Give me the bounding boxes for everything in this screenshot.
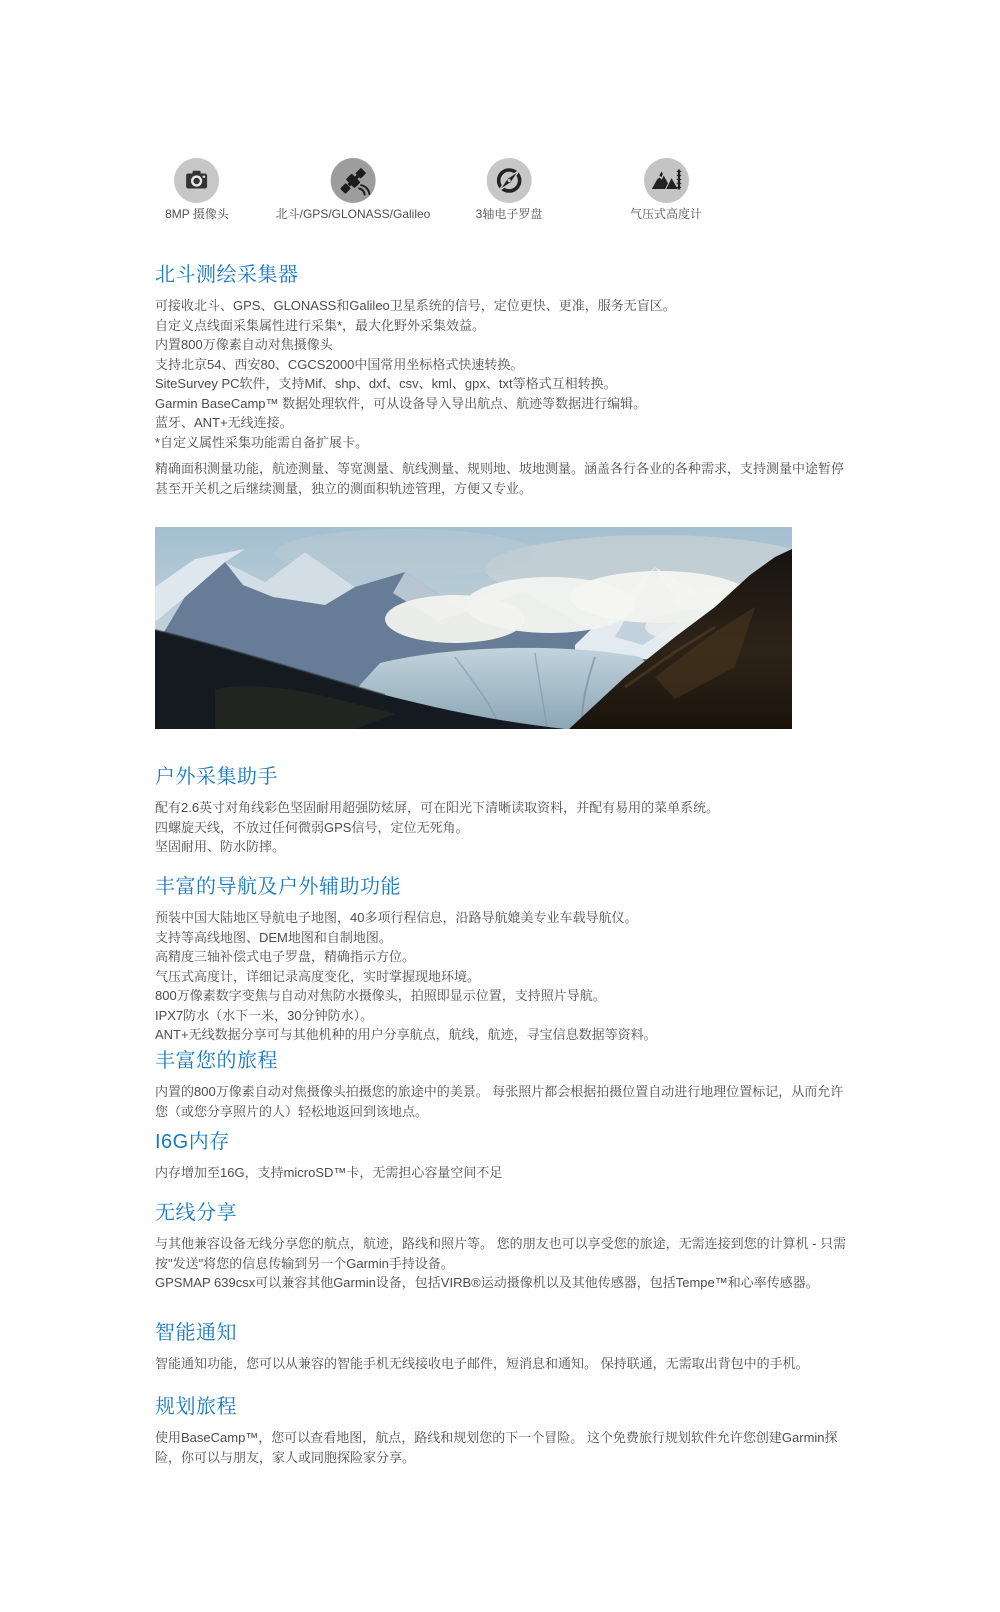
feature-label: 气压式高度计 xyxy=(629,207,703,221)
section-paragraph: 智能通知功能，您可以从兼容的智能手机无线接收电子邮件，短消息和通知。 保持联通，无需取出背包中的手机。 xyxy=(155,1356,809,1371)
section-text-line: Garmin BaseCamp™ 数据处理软件，可从设备导入导出航点、航迹等数据进行编辑。 xyxy=(155,395,647,411)
section-heading: 丰富您的旅程 xyxy=(155,1050,278,1072)
section-paragraph: 与其他兼容设备无线分享您的航点，航迹，路线和照片等。 您的朋友也可以享受您的旅途，无需连接到您的计算机 - 只需按"发送"将您的信息传输到另一个Garmin手持设备。 xyxy=(155,1236,847,1271)
glacier-landscape-illustration xyxy=(155,527,792,729)
section-text-line: 内置800万像素自动对焦摄像头 xyxy=(155,337,333,352)
section-enrich-journey xyxy=(155,1048,847,1121)
altimeter-icon xyxy=(643,158,688,203)
section-heading: 智能通知 xyxy=(155,1322,237,1344)
section-paragraph: 内存增加至16G，支持microSD™卡，无需担心容量空间不足 xyxy=(155,1165,503,1180)
section-memory xyxy=(155,1129,847,1183)
feature-camera xyxy=(165,158,229,221)
section-heading: 无线分享 xyxy=(155,1202,237,1224)
section-text-line: 坚固耐用、防水防摔。 xyxy=(155,839,286,854)
compass-icon xyxy=(487,158,532,203)
section-text-line: 可接收北斗、GPS、GLONASS和Galileo卫星系统的信号，定位更快、更准，服务无盲区。 xyxy=(155,298,676,313)
section-smart-notifications xyxy=(155,1320,847,1374)
feature-label: 3轴电子罗盘 xyxy=(475,207,543,221)
section-heading: 户外采集助手 xyxy=(155,766,278,788)
feature-label: 8MP 摄像头 xyxy=(165,207,229,221)
section-text-line: 高精度三轴补偿式电子罗盘，精确指示方位。 xyxy=(155,949,416,964)
satellite-icon xyxy=(331,158,376,203)
section-text-line: *自定义属性采集功能需自备扩展卡。 xyxy=(155,434,369,450)
section-text-line: SiteSurvey PC软件，支持Mif、shp、dxf、csv、kml、gpx、txt等格式互相转换。 xyxy=(155,376,617,391)
feature-satellite xyxy=(276,158,431,221)
section-paragraph: 精确面积测量功能，航迹测量、等宽测量、航线测量、规则地、坡地测量。涵盖各行各业的各种需求，支持测量中途暂停甚至开关机之后继续测量，独立的测面积轨迹管理，方便又专业。 xyxy=(155,461,845,496)
section-area-measurement xyxy=(155,459,847,498)
section-beidou-collector xyxy=(155,262,847,452)
feature-label: 北斗/GPS/GLONASS/Galileo xyxy=(275,207,431,221)
section-paragraph: 使用BaseCamp™，您可以查看地图，航点，路线和规划您的下一个冒险。 这个免费旅行规划软件允许您创建Garmin探险，你可以与朋友，家人或同胞探险家分享。 xyxy=(155,1430,838,1465)
section-text-line: 支持等高线地图、DEM地图和自制地图。 xyxy=(155,929,392,945)
section-paragraph: GPSMAP 639csx可以兼容其他Garmin设备，包括VIRB®运动摄像机以及其他传感器，包括Tempe™和心率传感器。 xyxy=(155,1275,819,1290)
section-paragraph: 内置的800万像素自动对焦摄像头拍摄您的旅途中的美景。 每张照片都会根据拍摄位置自动进行地理位置标记，从而允许您（或您分享照片的人）轻松地返回到该地点。 xyxy=(155,1084,844,1119)
camera-icon xyxy=(174,158,219,203)
feature-icons-row xyxy=(155,158,847,228)
feature-altimeter xyxy=(630,158,702,221)
section-wireless-share xyxy=(155,1200,847,1293)
section-text-line: IPX7防水（水下一米，30分钟防水）。 xyxy=(155,1007,374,1023)
section-text-line: 气压式高度计，详细记录高度变化，实时掌握现地环境。 xyxy=(155,968,481,984)
section-text-line: 四螺旋天线，不放过任何微弱GPS信号，定位无死角。 xyxy=(155,819,469,835)
section-heading: I6G内存 xyxy=(155,1131,230,1153)
section-text-line: 800万像素数字变焦与自动对焦防水摄像头，拍照即显示位置，支持照片导航。 xyxy=(155,988,606,1003)
section-outdoor-assistant xyxy=(155,764,847,857)
section-text-line: 蓝牙、ANT+无线连接。 xyxy=(155,415,293,430)
section-text-line: 支持北京54、西安80、CGCS2000中国常用坐标格式快速转换。 xyxy=(155,356,524,372)
section-text-line: 配有2.6英寸对角线彩色坚固耐用超强防炫屏，可在阳光下清晰读取资料，并配有易用的菜单系统。 xyxy=(155,800,720,815)
section-heading: 规划旅程 xyxy=(155,1396,237,1418)
section-text-line: ANT+无线数据分享可与其他机种的用户分享航点，航线，航迹，寻宝信息数据等资料。 xyxy=(155,1027,657,1042)
section-text-line: 自定义点线面采集属性进行采集*，最大化野外采集效益。 xyxy=(155,317,486,333)
glacier-landscape-photo xyxy=(155,527,792,729)
section-navigation-features xyxy=(155,874,847,1045)
section-heading: 北斗测绘采集器 xyxy=(155,264,299,286)
feature-compass xyxy=(476,158,543,221)
section-text-line: 预装中国大陆地区导航电子地图，40多项行程信息，沿路导航媲美专业车载导航仪。 xyxy=(155,910,638,925)
section-plan-trip xyxy=(155,1394,847,1467)
section-heading: 丰富的导航及户外辅助功能 xyxy=(155,876,401,898)
